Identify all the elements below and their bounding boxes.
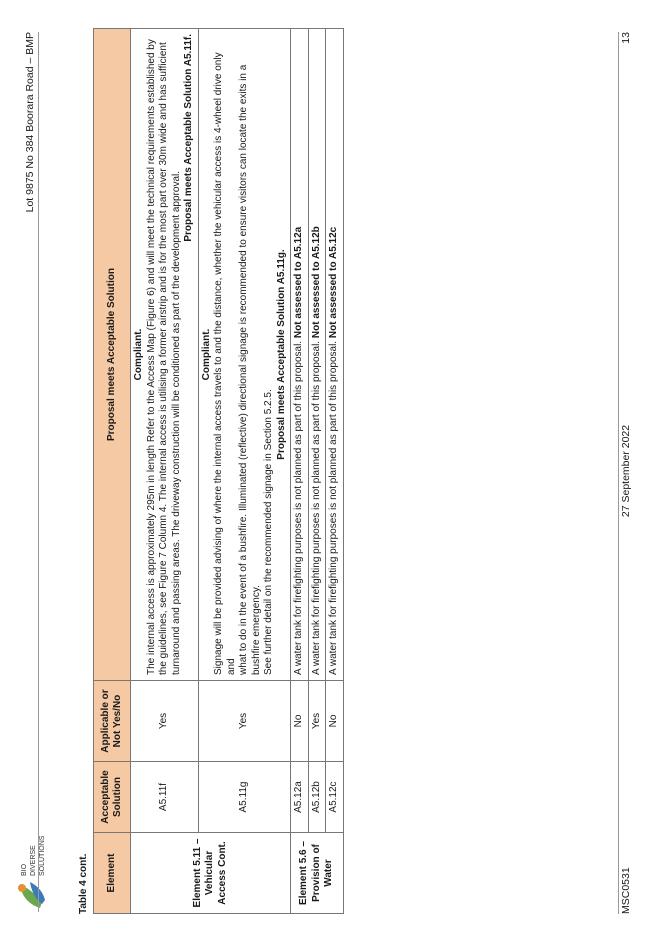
solution-cell: A5.12a	[291, 762, 309, 833]
footer-document-code: MSC0531	[620, 867, 632, 914]
applicable-cell: Yes	[198, 681, 291, 762]
proposal-cell	[291, 29, 309, 681]
footer-divider	[618, 32, 619, 914]
table-caption: Table 4 cont.	[78, 853, 89, 914]
proposal-verdict: Not assessed to A5.12a	[293, 226, 304, 339]
solution-cell: A5.11f	[131, 762, 199, 833]
proposal-text-line: See further detail on the recommended signage in Section 5.2.5.	[263, 389, 274, 675]
logo-wordmark	[20, 836, 47, 876]
proposal-text: A water tank for firefighting purposes is not planned as part of this proposal.	[293, 340, 304, 675]
element-cell: Element 5.6 – Provision of Water	[291, 833, 344, 914]
logo-line-2: DIVERSE	[30, 845, 37, 876]
column-header-proposal: Proposal meets Acceptable Solution	[94, 29, 131, 681]
proposal-conclusion: Proposal meets Acceptable Solution A5.11f.	[183, 34, 194, 242]
applicable-cell: No	[326, 681, 344, 762]
proposal-cell	[198, 29, 291, 681]
document-reference: Lot 9875 No 384 Boorara Road – BMP	[24, 32, 36, 213]
proposal-verdict: Not assessed to A5.12c	[328, 226, 339, 339]
compliance-status: Compliant.	[133, 328, 144, 381]
proposal-verdict: Not assessed to A5.12b	[310, 226, 322, 339]
proposal-conclusion: Proposal meets Acceptable Solution A5.11g.	[275, 249, 287, 460]
table-row	[291, 29, 309, 914]
column-header-element: Element	[94, 833, 131, 914]
table-row	[326, 29, 344, 914]
compliance-status: Compliant.	[200, 328, 212, 381]
proposal-text-line: Signage will be provided advising of where the internal access travels to and the distance, whether the vehicular access is 4-wheel drive only and	[213, 52, 237, 675]
table-row	[198, 29, 291, 914]
logo-mark-icon	[14, 878, 48, 912]
header-divider	[38, 32, 39, 912]
logo-line-3: SOLUTIONS	[39, 835, 46, 876]
solution-cell: A5.11g	[198, 762, 291, 833]
proposal-cell	[326, 29, 344, 681]
applicable-cell: Yes	[308, 681, 326, 762]
proposal-text: A water tank for firefighting purposes is not planned as part of this proposal.	[310, 340, 322, 675]
footer-date: 27 September 2022	[620, 424, 632, 518]
applicable-cell: Yes	[131, 681, 199, 762]
proposal-text: A water tank for firefighting purposes is not planned as part of this proposal.	[328, 340, 339, 675]
table-row	[308, 29, 326, 914]
logo-line-1: BIO	[21, 863, 28, 876]
company-logo	[14, 772, 56, 912]
proposal-text: The internal access is approximately 295m in length Refer to the Access Map (Figure 6) and will meet the technical requirements established by the guidelines, see Figure 7 Column 4. The internal access is utilising a former airstrip and is for the most part over 30m wide and has sufficient turnaround and passing areas. The driveway construction will be conditioned as part of the development approval.	[145, 39, 182, 675]
assessment-table	[93, 28, 344, 914]
page-number: 13	[620, 32, 632, 44]
proposal-cell	[131, 29, 199, 681]
table-header-row	[94, 29, 131, 914]
element-cell: Element 5.11 – Vehicular Access Cont.	[131, 833, 291, 914]
table-row	[131, 29, 199, 914]
solution-cell: A5.12b	[308, 762, 326, 833]
column-header-acceptable-solution: Acceptable Solution	[94, 762, 131, 833]
proposal-cell	[308, 29, 326, 681]
proposal-text-line: what to do in the event of a bushfire. Illuminated (reflective) directional signage is recommended to ensure visitors can locate the exits in a bushfire emergency.	[238, 64, 262, 675]
applicable-cell: No	[291, 681, 309, 762]
column-header-applicable: Applicable or Not Yes/No	[94, 681, 131, 762]
solution-cell: A5.12c	[326, 762, 344, 833]
